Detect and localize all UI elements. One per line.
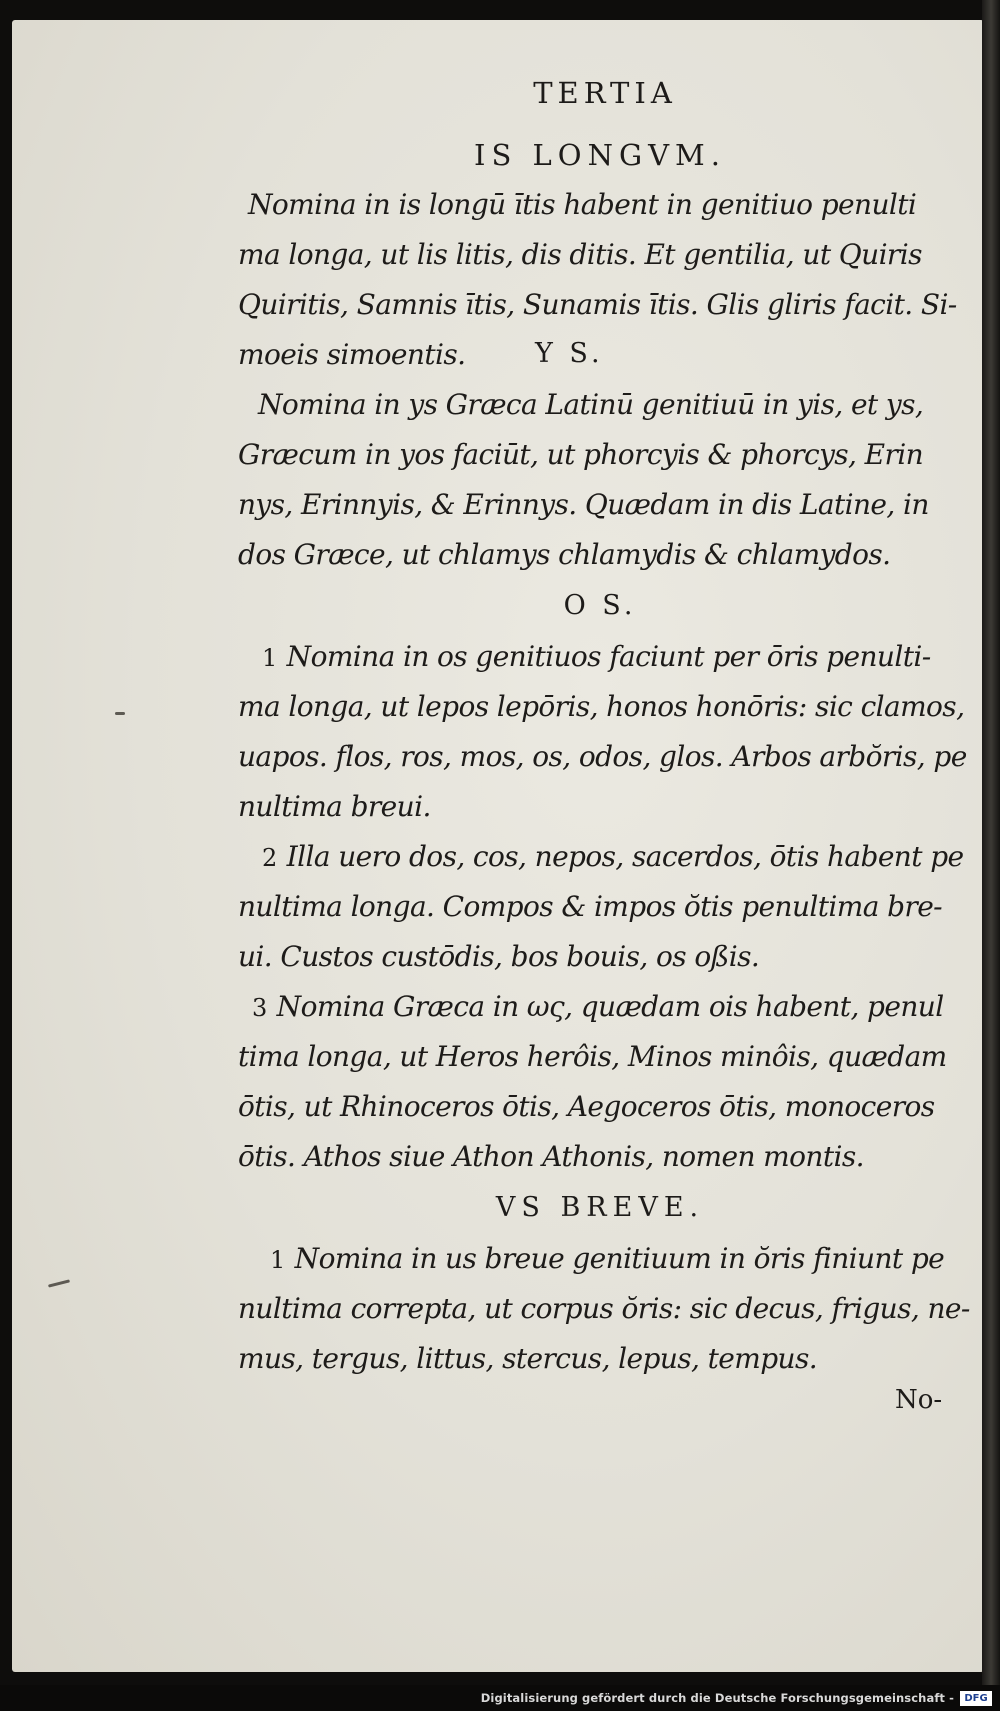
text-line: mus, tergus, littus, stercus, lepus, tempus. <box>238 1342 818 1375</box>
ink-speck <box>115 712 125 715</box>
section-title-is-longum: IS LONGVM. <box>474 138 726 172</box>
text-line: 3 Nomina Græca in ως, quædam ois habent, penul <box>252 990 944 1023</box>
text-line: Quiritis, Samnis ītis, Sunamis ītis. Glis gliris facit. Si- <box>238 288 957 321</box>
text-line: ma longa, ut lis litis, dis ditis. Et gentilia, ut Quiris <box>238 238 922 271</box>
text-line: 1 Nomina in os genitiuos faciunt per ōris penulti- <box>262 640 931 673</box>
text-line: nultima correpta, ut corpus ŏris: sic decus, frigus, ne- <box>238 1292 970 1325</box>
text-line: Græcum in yos faciūt, ut phorcyis & phorcys, Erin <box>238 438 924 471</box>
paragraph-number: 1 <box>270 1246 285 1274</box>
text-line: dos Græce, ut chlamys chlamydis & chlamydos. <box>238 538 891 571</box>
running-head: TERTIA <box>533 76 677 110</box>
section-title-us-breve: VS BREVE. <box>495 1192 705 1223</box>
text-line: 2 Illa uero dos, cos, nepos, sacerdos, ōtis habent pe <box>262 840 964 873</box>
text-line: ui. Custos custōdis, bos bouis, os oßis. <box>238 940 760 973</box>
text-line: moeis simoentis. <box>238 338 466 371</box>
paragraph-number: 1 <box>262 644 277 672</box>
funding-credit: Digitalisierung gefördert durch die Deutsche Forschungsgemeinschaft - <box>480 1691 954 1705</box>
section-title-os: O S. <box>563 590 637 621</box>
text-line: ōtis, ut Rhinoceros ōtis, Aegoceros ōtis, monoceros <box>238 1090 935 1123</box>
text-line: 1 Nomina in us breue genitiuum in ŏris finiunt pe <box>270 1242 945 1275</box>
text-line: nultima longa. Compos & impos ŏtis penultima bre- <box>238 890 943 923</box>
text-line: tima longa, ut Heros herôis, Minos minôis, quædam <box>238 1040 947 1073</box>
paragraph-number: 3 <box>252 994 267 1022</box>
book-edge <box>982 0 1000 1711</box>
catchword: No- <box>895 1385 943 1415</box>
paragraph-number: 2 <box>262 844 277 872</box>
text-line: uapos. flos, ros, mos, os, odos, glos. Arbos arbŏris, pe <box>238 740 967 773</box>
section-title-ys: Y S. <box>535 338 604 369</box>
dfg-logo: DFG <box>960 1691 992 1706</box>
text-line: Nomina in is longū ītis habent in genitiuo penulti <box>248 188 917 221</box>
text-line: ma longa, ut lepos lepōris, honos honōris: sic clamos, <box>238 690 965 723</box>
text-line: Nomina in ys Græca Latinū genitiuū in yis, et ys, <box>258 388 924 421</box>
text-line: ōtis. Athos siue Athon Athonis, nomen montis. <box>238 1140 864 1173</box>
text-line: nultima breui. <box>238 790 431 823</box>
text-line: nys, Erinnyis, & Erinnys. Quædam in dis Latine, in <box>238 488 929 521</box>
